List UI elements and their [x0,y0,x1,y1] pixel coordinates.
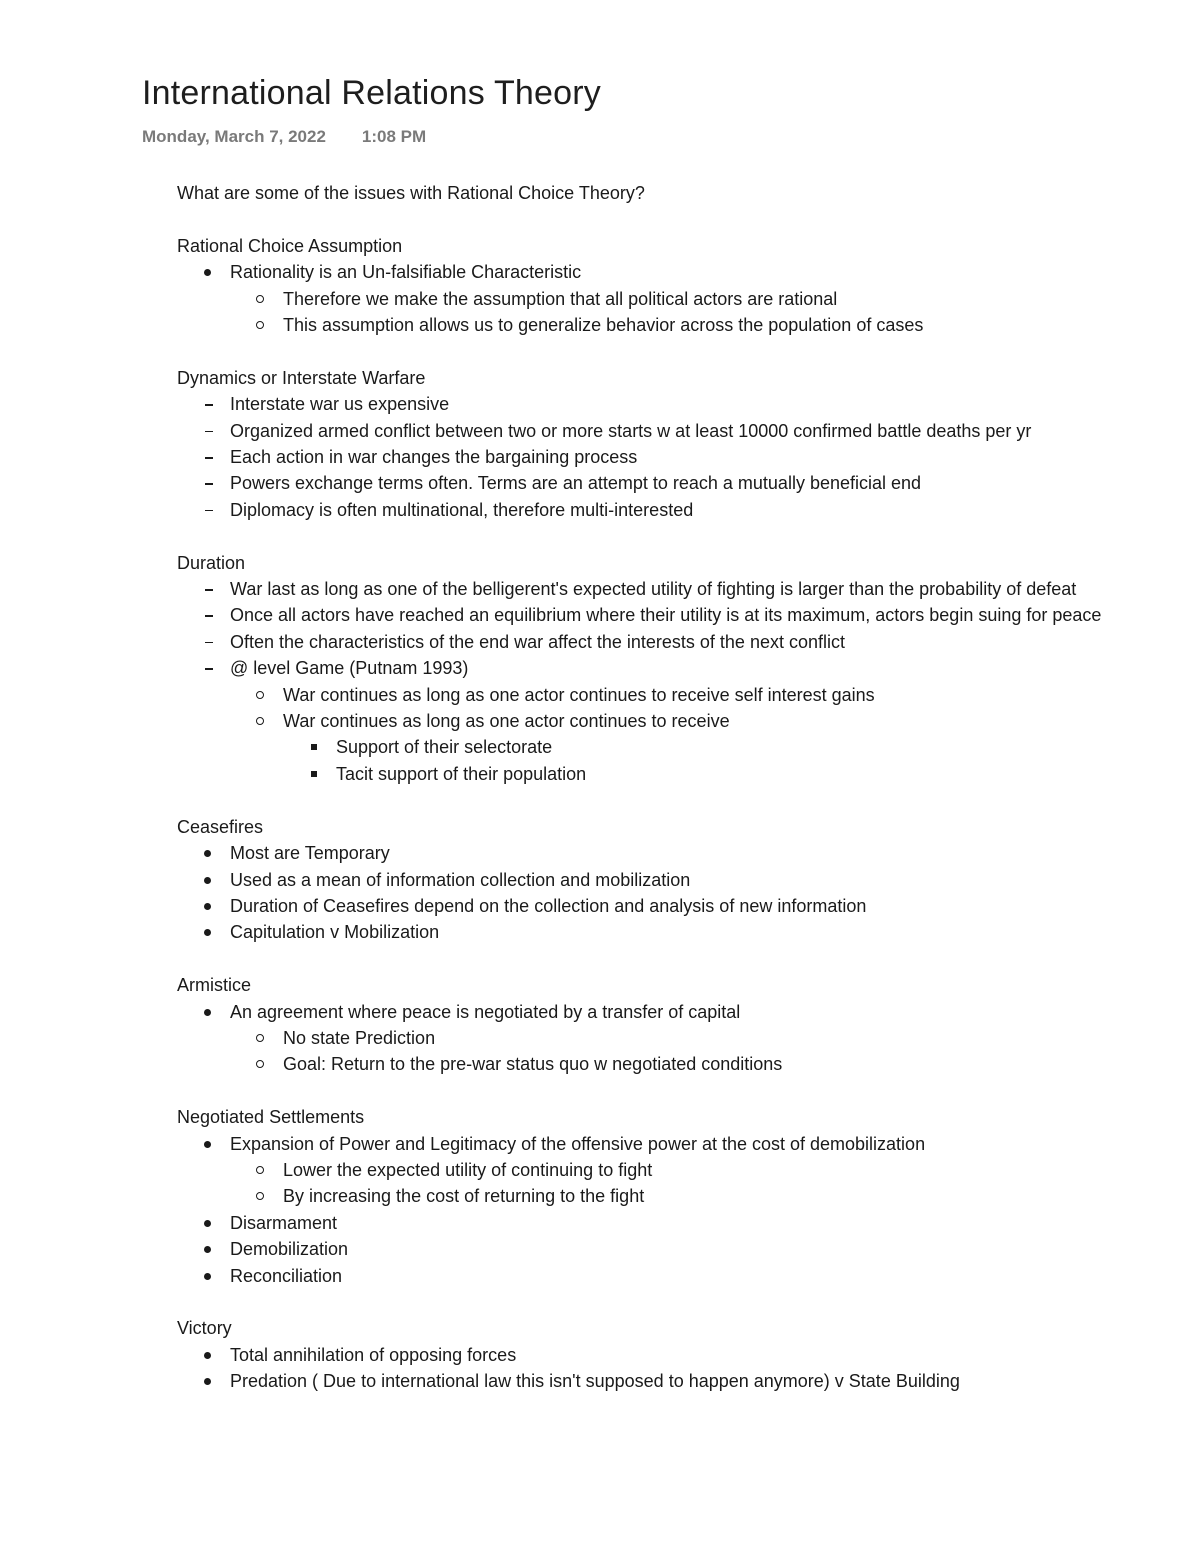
note-timestamp [142,127,426,147]
sub-list-item [230,286,1137,312]
list-item-text: Rationality is an Un-falsifiable Characteristic [230,262,582,283]
bullet-list [177,999,1137,1078]
sub-list [230,1157,1137,1210]
list-item-text: An agreement where peace is negotiated by a transfer of capital [230,1001,741,1022]
bullet-icon [177,840,230,866]
list-item-text: Interstate war us expensive [230,394,450,415]
sub-sub-list-item [283,734,1137,760]
list-item-text: Powers exchange terms often. Terms are an attempt to reach a mutually beneficial end [230,473,922,494]
list-item-text: Diplomacy is often multinational, therefore multi-interested [230,499,694,520]
list-item [177,1131,1137,1210]
list-item-text: Capitulation v Mobilization [230,922,440,943]
section-rational-choice-assumption [177,233,1137,339]
sub-list-item [230,1051,1137,1077]
list-item-text: Expansion of Power and Legitimacy of the offensive power at the cost of demobilization [230,1133,926,1154]
list-item [177,999,1137,1078]
bullet-icon [177,867,230,893]
bullet-icon [177,1131,230,1157]
sub-list-item [230,708,1137,787]
section-armistice [177,972,1137,1078]
list-item [177,259,1137,338]
list-item [177,418,1137,444]
sub-list-item-text: Goal: Return to the pre-war status quo w negotiated conditions [283,1054,783,1075]
note-body [177,180,1137,1395]
sub-sub-list-item [283,761,1137,787]
bullet-icon [177,1342,230,1368]
sub-list-item-text: Lower the expected utility of continuing to fight [283,1159,653,1180]
note-time: 1:08 PM [361,127,427,146]
sub-list-item-text: No state Prediction [283,1027,436,1048]
list-item-text: War last as long as one of the belligerent's expected utility of fighting is larger than the probability of defeat [230,579,1077,600]
list-item [177,655,1137,787]
list-item [177,497,1137,523]
list-item [177,629,1137,655]
list-item-text: @ level Game (Putnam 1993) [230,658,469,679]
list-item-text: Duration of Ceasefires depend on the collection and analysis of new information [230,895,867,916]
bullet-icon [177,259,230,285]
bullet-icon [177,1210,230,1236]
circle-bullet-icon [230,708,283,734]
note-date: Monday, March 7, 2022 [142,127,326,146]
sub-list-item-text: War continues as long as one actor continues to receive [283,711,730,732]
dash-bullet-icon [177,470,230,496]
dash-bullet-icon [177,418,230,444]
sub-list-item [230,1183,1137,1209]
circle-bullet-icon [230,312,283,338]
dash-list [177,576,1137,787]
list-item [177,391,1137,417]
square-bullet-icon [283,761,336,787]
sub-list-item-text: War continues as long as one actor continues to receive self interest gains [283,684,875,705]
dash-bullet-icon [177,391,230,417]
list-item [177,840,1137,866]
sub-sub-list-item-text: Tacit support of their population [336,763,587,784]
circle-bullet-icon [230,1183,283,1209]
circle-bullet-icon [230,682,283,708]
circle-bullet-icon [230,286,283,312]
bullet-list [177,1342,1137,1395]
section-heading: Ceasefires [177,816,264,837]
list-item [177,1368,1137,1394]
circle-bullet-icon [230,1025,283,1051]
sub-sub-list-item-text: Support of their selectorate [336,737,553,758]
section-heading: Victory [177,1318,232,1339]
list-item-text: Demobilization [230,1239,349,1260]
sub-list-item-text: By increasing the cost of returning to the fight [283,1186,645,1207]
list-item [177,1342,1137,1368]
section-heading: Armistice [177,975,252,996]
page-title: International Relations Theory [142,74,601,112]
list-item [177,602,1137,628]
dash-bullet-icon [177,655,230,681]
sub-list-item-text: This assumption allows us to generalize behavior across the population of cases [283,315,924,336]
section-heading: Dynamics or Interstate Warfare [177,367,426,388]
list-item [177,867,1137,893]
list-item [177,1263,1137,1289]
square-bullet-icon [283,734,336,760]
list-item-text: Often the characteristics of the end war affect the interests of the next conflict [230,631,845,652]
bullet-icon [177,1236,230,1262]
circle-bullet-icon [230,1051,283,1077]
sub-list [230,682,1137,788]
section-heading: Negotiated Settlements [177,1107,365,1128]
bullet-list [177,259,1137,338]
list-item [177,470,1137,496]
dash-bullet-icon [177,444,230,470]
section-negotiated-settlements [177,1104,1137,1289]
bullet-icon [177,893,230,919]
list-item-text: Disarmament [230,1212,338,1233]
bullet-list [177,840,1137,946]
sub-sub-list [283,734,1137,787]
bullet-icon [177,919,230,945]
bullet-list [177,1131,1137,1289]
sub-list-item [230,682,1137,708]
section-heading: Duration [177,552,246,573]
dash-list [177,391,1137,523]
dash-bullet-icon [177,602,230,628]
sub-list-item [230,1157,1137,1183]
sub-list [230,1025,1137,1078]
list-item [177,1210,1137,1236]
section-victory [177,1315,1137,1394]
bullet-icon [177,1368,230,1394]
dash-bullet-icon [177,576,230,602]
list-item [177,444,1137,470]
dash-bullet-icon [177,629,230,655]
bullet-icon [177,1263,230,1289]
list-item-text: Reconciliation [230,1265,343,1286]
sub-list-item [230,1025,1137,1051]
section-dynamics-interstate-warfare [177,365,1137,523]
list-item-text: Organized armed conflict between two or more starts w at least 10000 confirmed battle deaths per yr [230,420,1032,441]
intro-question: What are some of the issues with Rational Choice Theory? [177,183,645,203]
list-item [177,1236,1137,1262]
list-item-text: Most are Temporary [230,843,390,864]
sub-list-item-text: Therefore we make the assumption that all political actors are rational [283,288,838,309]
list-item [177,893,1137,919]
list-item-text: Once all actors have reached an equilibrium where their utility is at its maximum, actors begin suing for peace [230,605,1102,626]
section-heading: Rational Choice Assumption [177,235,403,256]
section-ceasefires [177,814,1137,946]
list-item-text: Total annihilation of opposing forces [230,1344,517,1365]
list-item-text: Each action in war changes the bargaining process [230,447,638,468]
list-item-text: Used as a mean of information collection and mobilization [230,869,691,890]
list-item [177,919,1137,945]
list-item-text: Predation ( Due to international law this isn't supposed to happen anymore) v State Building [230,1371,960,1392]
sub-list [230,286,1137,339]
list-item [177,576,1137,602]
circle-bullet-icon [230,1157,283,1183]
section-duration [177,550,1137,788]
bullet-icon [177,999,230,1025]
dash-bullet-icon [177,497,230,523]
sub-list-item [230,312,1137,338]
